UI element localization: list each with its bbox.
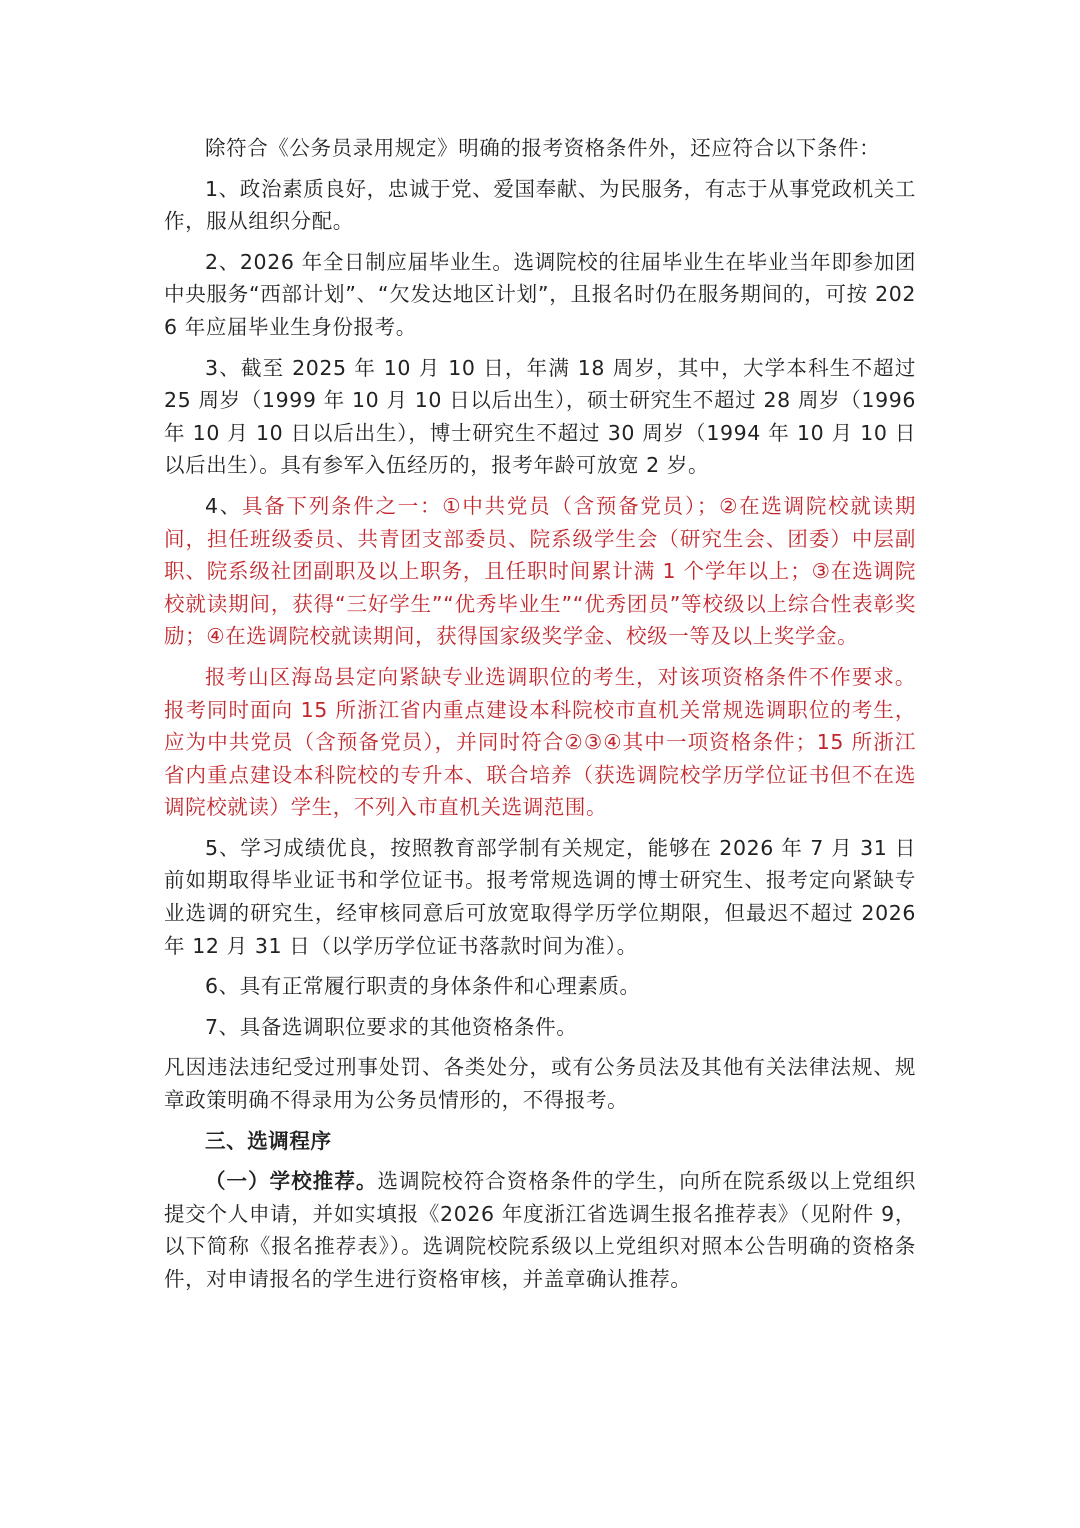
- step-1-lead: （一）学校推荐。: [205, 1169, 378, 1194]
- condition-item-1: 1、政治素质良好，忠诚于党、爱国奉献、为民服务，有志于从事党政机关工作，服从组织分配。: [164, 176, 916, 234]
- step-1-body: 选调院校符合资格条件的学生，向所在院系级以上党组织提交个人申请，并如实填报《2026 年度浙江省选调生报名推荐表》（见附件 9，以下简称《报名推荐表》）。选调院校院系级以上党组织对照本公告明确的资格条件，对申请报名的学生进行资格审核，并盖章确认推荐。: [164, 1169, 916, 1291]
- condition-item-4-number: 4、: [205, 493, 243, 518]
- condition-item-6: 6、具有正常履行职责的身体条件和心理素质。: [205, 974, 641, 999]
- condition-item-7: 7、具备选调职位要求的其他资格条件。: [205, 1014, 578, 1039]
- document-page: [164, 132, 916, 1304]
- intro-paragraph: 除符合《公务员录用规定》明确的报考资格条件外，还应符合以下条件：: [205, 136, 881, 160]
- step-1-paragraph: [164, 1165, 916, 1295]
- condition-item-5: 5、学习成绩优良，按照教育部学制有关规定，能够在 2026 年 7 月 31 日前如期取得毕业证书和学位证书。报考常规选调的博士研究生、报考定向紧缺专业选调的研究生，经审核同意后可放宽取得学历学位期限，但最迟不超过 2026 年 12 月 31 日（以学历学位证书落款时间为准）。: [164, 835, 916, 958]
- condition-item-2: 2、2026 年全日制应届毕业生。选调院校的往届毕业生在毕业当年即参加团中央服务“西部计划”、“欠发达地区计划”，且报名时仍在服务期间的，可按 2026 年应届毕业生身份报考。: [164, 249, 916, 339]
- condition-item-3: 3、截至 2025 年 10 月 10 日，年满 18 周岁，其中，大学本科生不超过 25 周岁（1999 年 10 月 10 日以后出生），硕士研究生不超过 28 周岁（1996 年 10 月 10 日以后出生），博士研究生不超过 30 周岁（1994 年 10 月 10 日以后出生）。具有参军入伍经历的，报考年龄可放宽 2 岁。: [164, 355, 916, 478]
- exclusion-paragraph: 凡因违法违纪受过刑事处罚、各类处分，或有公务员法及其他有关法律法规、规章政策明确不得录用为公务员情形的，不得报考。: [164, 1055, 916, 1113]
- mountain-island-note: 报考山区海岛县定向紧缺专业选调职位的考生，对该项资格条件不作要求。报考同时面向 15 所浙江省内重点建设本科院校市直机关常规选调职位的考生，应为中共党员（含预备党员），并同时符合②③④其中一项资格条件；15 所浙江省内重点建设本科院校的专升本、联合培养（获选调院校学历学位证书但不在选调院校就读）学生，不列入市直机关选调范围。: [164, 664, 916, 820]
- condition-item-4: [164, 490, 916, 653]
- section-3-heading: 三、选调程序: [205, 1128, 332, 1153]
- condition-item-4-text: 具备下列条件之一：①中共党员（含预备党员）；②在选调院校就读期间，担任班级委员、共青团支部委员、院系级学生会（研究生会、团委）中层副职、院系级社团副职及以上职务，且任职时间累计满 1 个学年以上；③在选调院校就读期间，获得“三好学生”“优秀毕业生”“优秀团员”等校级以上综合性表彰奖励；④在选调院校就读期间，获得国家级奖学金、校级一等及以上奖学金。: [164, 493, 917, 649]
